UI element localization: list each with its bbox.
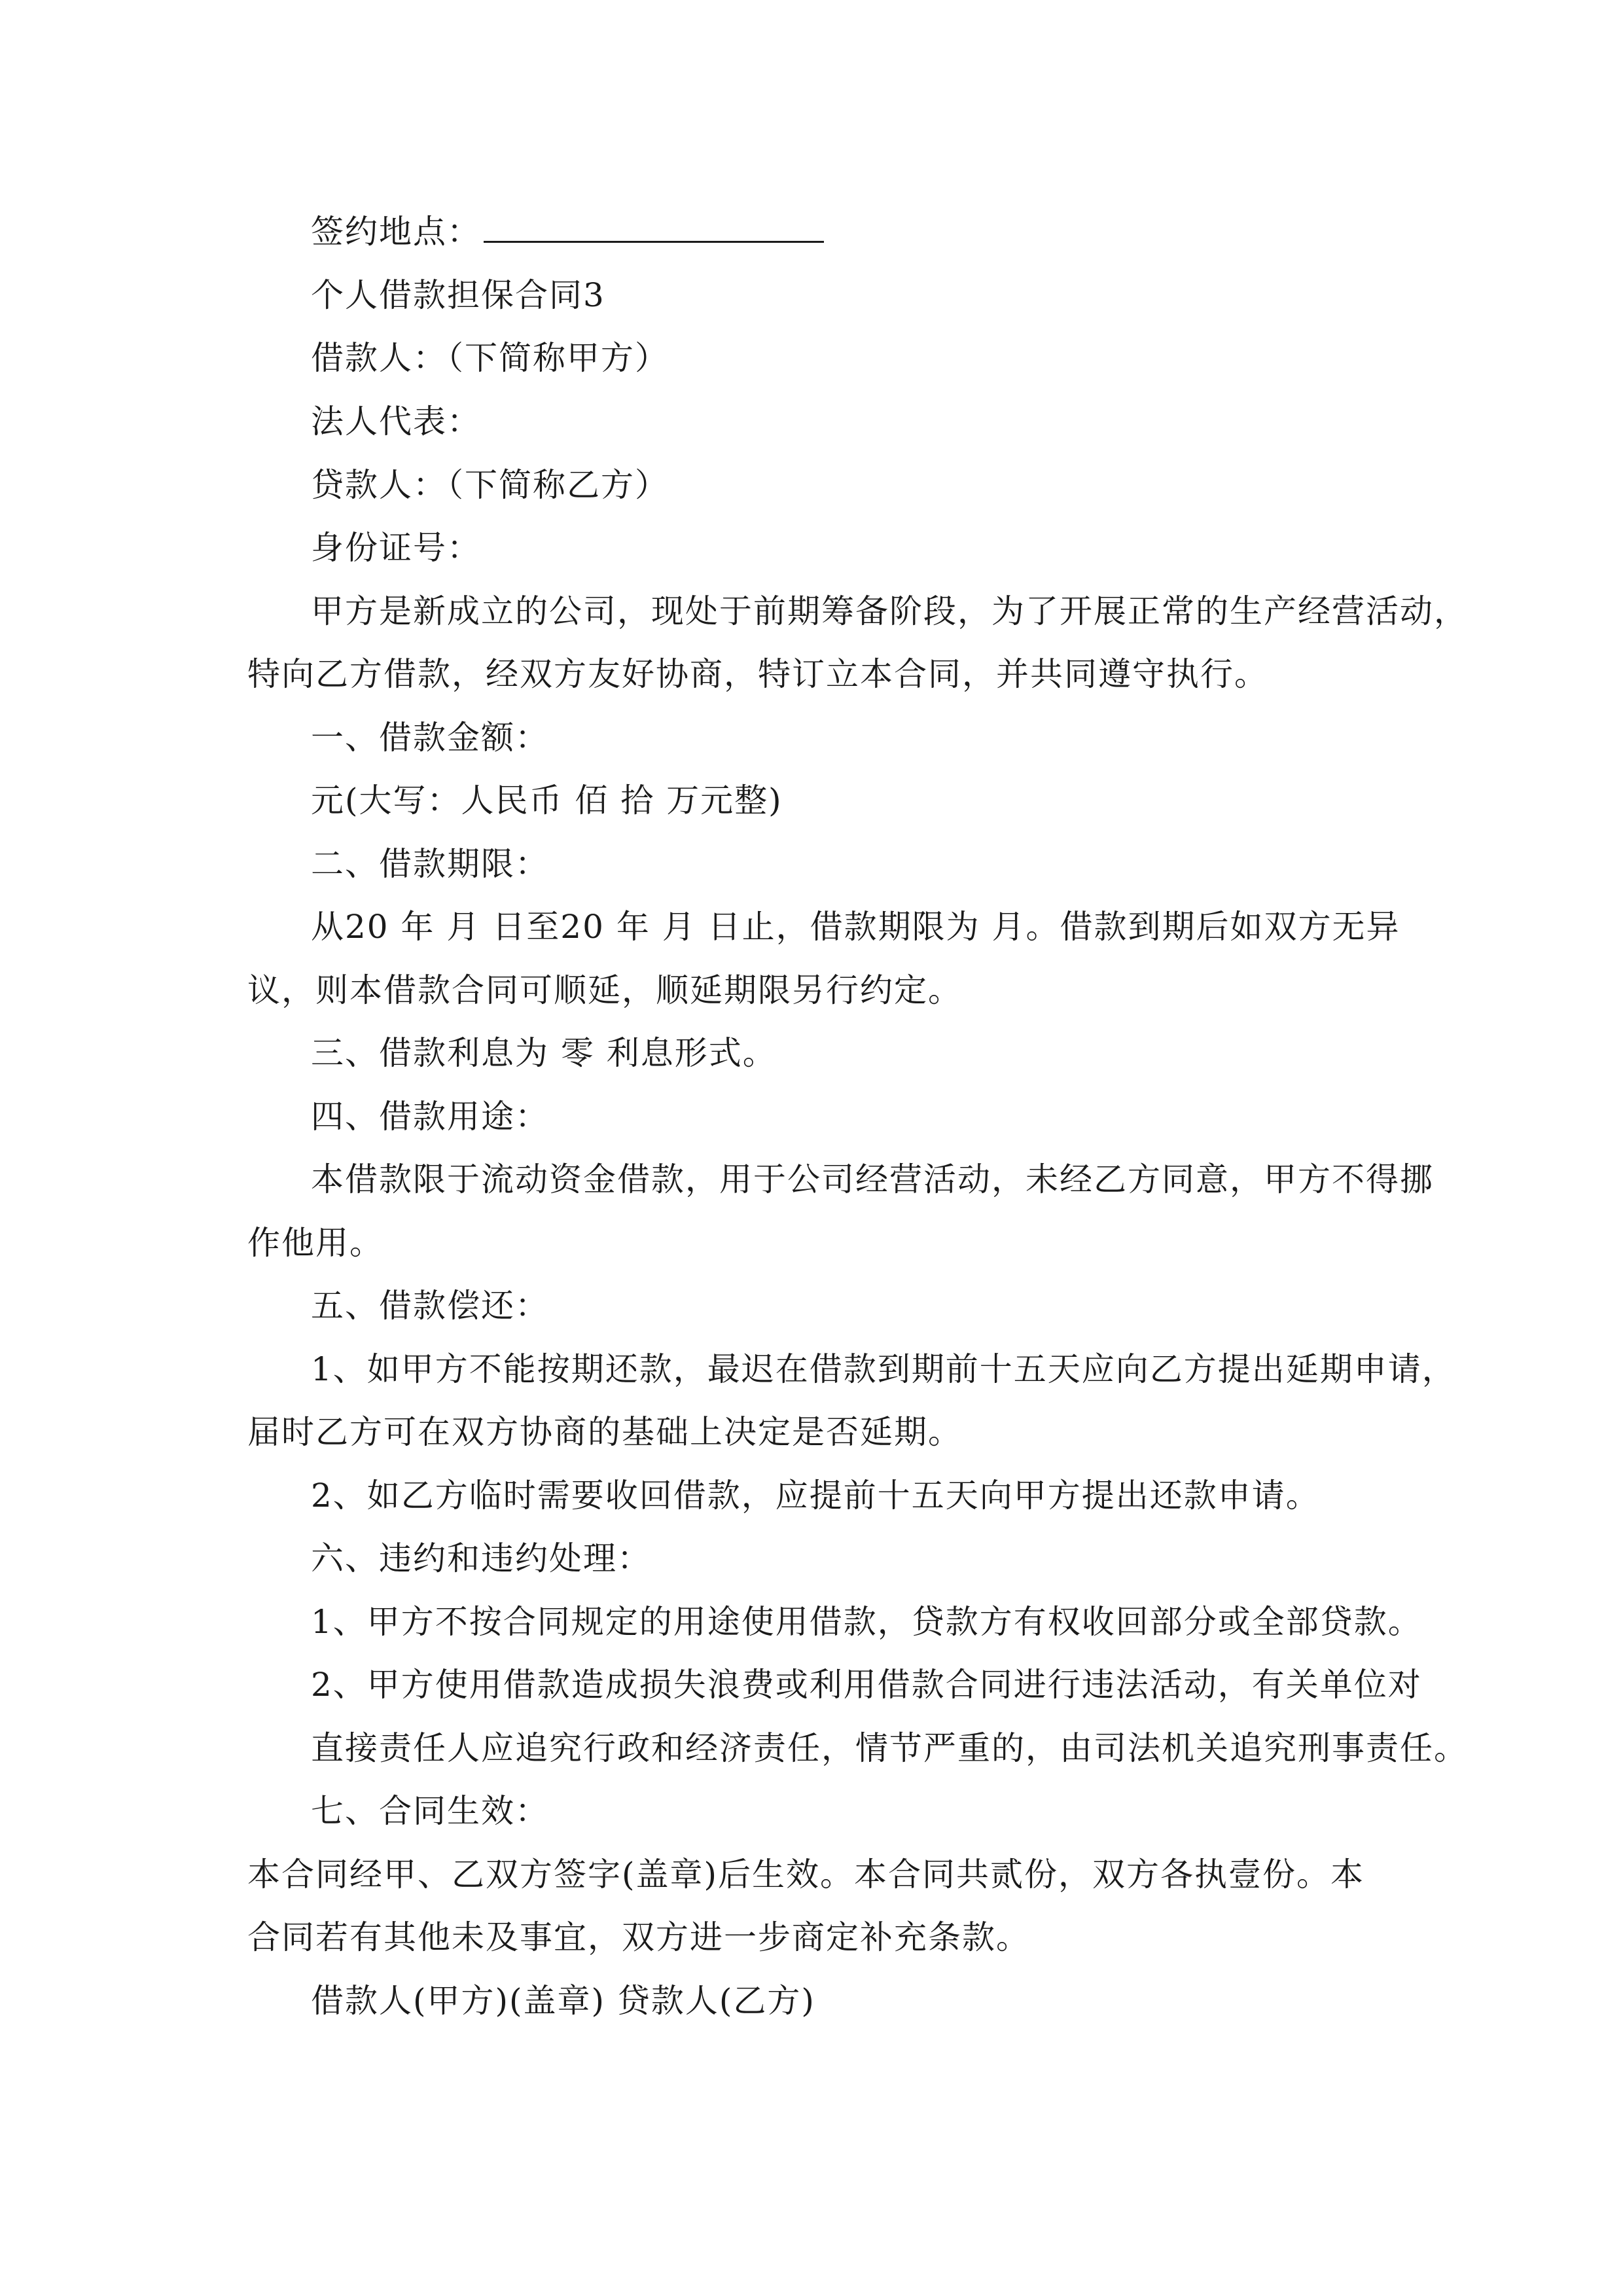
section-4-heading: 四、借款用途： <box>311 1098 549 1136</box>
section-5-item-2: 2、如乙方临时需要收回借款，应提前十五天向甲方提出还款申请。 <box>311 1477 1320 1515</box>
section-7-heading: 七、合同生效： <box>311 1792 549 1830</box>
signature-line: 借款人(甲方)(盖章) 贷款人(乙方) <box>311 1982 815 2020</box>
section-6-item-2-line-2: 直接责任人应追究行政和经济责任，情节严重的，由司法机关追究刑事责任。 <box>311 1729 1468 1767</box>
legal-rep-line: 法人代表： <box>311 403 481 440</box>
section-2-body-line-1: 从20 年 月 日至20 年 月 日止，借款期限为 月。借款到期后如双方无异 <box>311 908 1400 946</box>
section-3: 三、借款利息为 零 利息形式。 <box>311 1034 777 1072</box>
document-title: 个人借款担保合同3 <box>311 276 605 314</box>
id-number-line: 身份证号： <box>311 529 481 567</box>
section-5-item-1-line-2: 届时乙方可在双方协商的基础上决定是否延期。 <box>247 1413 962 1451</box>
section-6-item-1: 1、甲方不按合同规定的用途使用借款，贷款方有权收回部分或全部贷款。 <box>311 1603 1422 1641</box>
section-1-body: 元(大写：人民币 佰 拾 万元整) <box>311 781 783 819</box>
section-2-body-line-2: 议，则本借款合同可顺延，顺延期限另行约定。 <box>247 971 962 1009</box>
section-7-body-line-2: 合同若有其他未及事宜，双方进一步商定补充条款。 <box>247 1918 1030 1956</box>
section-6-item-2-line-1: 2、甲方使用借款造成损失浪费或利用借款合同进行违法活动，有关单位对 <box>311 1666 1422 1704</box>
section-7-body-line-1: 本合同经甲、乙双方签字(盖章)后生效。本合同共贰份，双方各执壹份。本 <box>247 1856 1365 1893</box>
section-6-heading: 六、违约和违约处理： <box>311 1539 651 1577</box>
section-4-body-line-1: 本借款限于流动资金借款，用于公司经营活动，未经乙方同意，甲方不得挪 <box>311 1160 1434 1198</box>
lender-line: 贷款人：（下简称乙方） <box>311 466 669 504</box>
signing-place-label: 签约地点： <box>311 213 481 251</box>
section-1-heading: 一、借款金额： <box>311 719 549 757</box>
section-5-heading: 五、借款偿还： <box>311 1287 549 1325</box>
signing-place-line <box>311 211 824 252</box>
intro-paragraph-line-2: 特向乙方借款，经双方友好协商，特订立本合同，并共同遵守执行。 <box>247 655 1268 693</box>
borrower-line: 借款人：（下简称甲方） <box>311 339 669 377</box>
section-5-item-1-line-1: 1、如甲方不能按期还款，最迟在借款到期前十五天应向乙方提出延期申请， <box>311 1350 1456 1388</box>
signing-place-blank <box>484 211 824 243</box>
intro-paragraph-line-1: 甲方是新成立的公司，现处于前期筹备阶段，为了开展正常的生产经营活动， <box>311 592 1468 630</box>
section-2-heading: 二、借款期限： <box>311 845 549 883</box>
section-4-body-line-2: 作他用。 <box>247 1224 383 1262</box>
